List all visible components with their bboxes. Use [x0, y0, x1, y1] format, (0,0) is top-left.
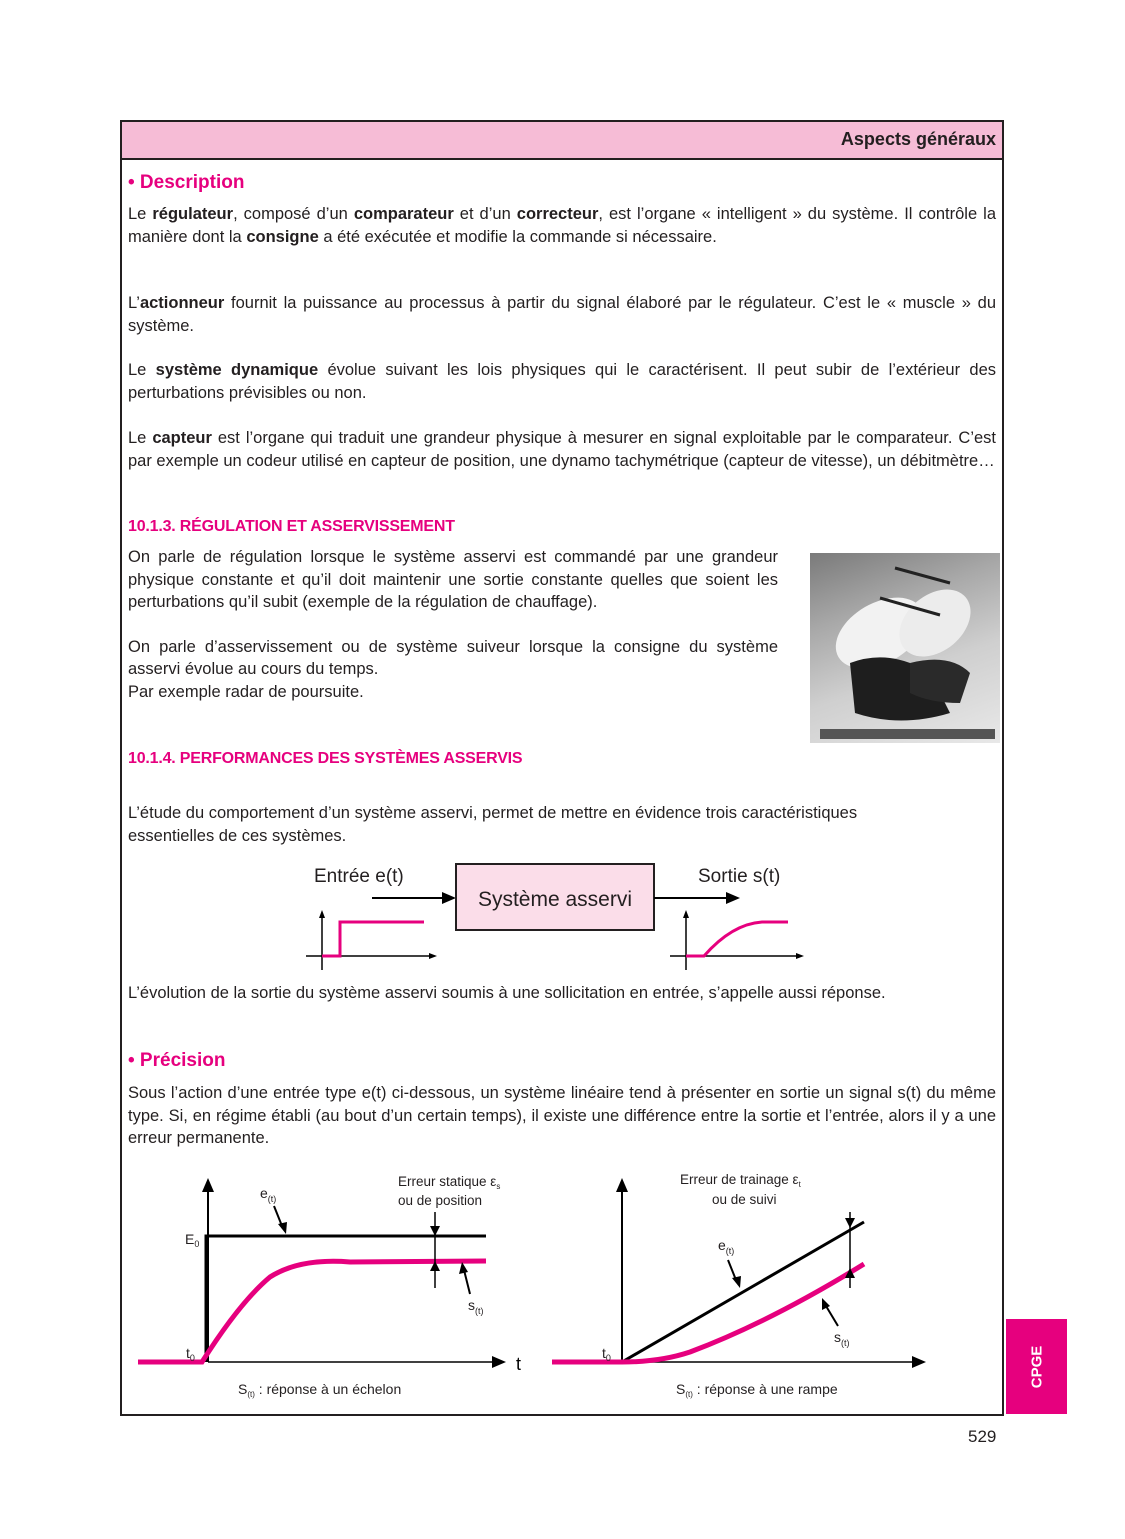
step-s-pointer-head — [459, 1262, 468, 1274]
text-run: L’ — [128, 294, 140, 312]
radar-illustration — [810, 553, 1000, 743]
text-run: Le — [128, 205, 153, 223]
ramp-x-arrow — [912, 1356, 926, 1368]
key-term: système dynamique — [155, 361, 319, 379]
regulation-p3: Par exemple radar de poursuite. — [128, 682, 364, 701]
text-run: fournit la puissance au processus à partir du signal élaboré par le régulateur. C’est le « muscle » du système. — [128, 294, 996, 335]
tracking-error-label: Erreur de trainage $\varepsilon_t$ — [680, 1172, 801, 1189]
step-E0-label: $E_0$ — [185, 1231, 200, 1249]
side-tab — [1006, 1319, 1067, 1414]
description-para-1 — [128, 203, 996, 248]
step-caption: $S_{(t)}$ : réponse à un échelon — [238, 1381, 402, 1399]
text-run: , composé d’un — [233, 205, 354, 223]
ramp-s-pointer-head — [822, 1298, 830, 1310]
ramp-y-arrow — [616, 1178, 628, 1192]
step-s-pointer — [464, 1270, 470, 1294]
performances-after — [128, 982, 996, 1005]
rich-para — [128, 427, 996, 472]
key-term: actionneur — [139, 294, 225, 312]
text-run: Le — [128, 429, 153, 447]
output-arrow-head — [726, 892, 740, 904]
performances-after-text: L’évolution de la sortie du système asservi soumis à une sollicitation en entrée, s’appelle aussi réponse. — [128, 984, 886, 1002]
input-arrow-head — [442, 892, 456, 904]
performances-intro-text: L’étude du comportement d’un système asservi, permet de mettre en évidence trois caractéristiques essentielles de ces systèmes. — [128, 804, 858, 845]
step-e-label: $e_{(t)}$ — [260, 1185, 277, 1204]
performances-heading — [128, 750, 522, 768]
output-response-signal — [686, 922, 788, 956]
regulation-p1: On parle de régulation lorsque le système asservi est commandé par une grandeur physique constante et qu’il doit maintenir une sortie constante quelles que soient les perturbations qu’il subit (exemple de la régulation de chauffage). — [128, 548, 778, 611]
text-run: et d’un — [453, 205, 517, 223]
step-e-pointer-head — [278, 1222, 287, 1234]
ramp-t0-label: $t_0$ — [602, 1345, 611, 1363]
rich-para — [128, 203, 996, 248]
text-run: , est l’organe « intelligent » du système. Il contrôle la manière dont la — [128, 205, 997, 246]
description-para-3 — [128, 359, 996, 404]
text-run: évolue suivant les lois physiques qui le caractérisent. Il peut subir de l’extérieur des perturbations prévisibles ou non. — [128, 361, 997, 402]
rich-para — [128, 359, 996, 404]
ramp-s-pointer — [826, 1306, 838, 1326]
ramp-caption: $S_{(t)}$ : réponse à une rampe — [676, 1381, 838, 1399]
key-term: consigne — [246, 227, 319, 246]
ramp-s-label: $s_{(t)}$ — [834, 1329, 850, 1348]
block-diagram — [292, 850, 812, 980]
ramp-input-signal — [622, 1222, 864, 1362]
performances-intro — [128, 802, 888, 847]
text-run: a été exécutée et modifie la commande si nécessaire. — [318, 227, 717, 246]
input-graph-y-arrow — [319, 910, 325, 918]
precision-heading — [128, 1050, 225, 1072]
text-run: Le — [128, 361, 156, 379]
step-s-label: $s_{(t)}$ — [468, 1297, 484, 1316]
step-output-signal — [138, 1261, 486, 1362]
description-heading — [128, 172, 244, 194]
step-e-pointer — [274, 1206, 282, 1226]
step-t0-label: $t_0$ — [186, 1345, 195, 1363]
regulation-p2: On parle d’asservissement ou de système suiveur lorsque la consigne du système asservi évolue au cours du temps. — [128, 637, 778, 678]
description-para-2 — [128, 292, 996, 337]
text-run: est l’organe qui traduit une grandeur physique à mesurer en signal exploitable par le comparateur. C’est par exemple un codeur utilisé en capteur de position, une dynamo tachymétrique (capteur de vitesse), un débitmètre… — [128, 429, 997, 470]
page-number: 529 — [968, 1427, 997, 1446]
key-term: comparateur — [353, 205, 454, 223]
ramp-response-graph — [550, 1162, 950, 1412]
description-title: • Description — [128, 172, 245, 193]
precision-title: • Précision — [128, 1050, 226, 1071]
input-step-signal — [322, 922, 424, 956]
regulation-title: 10.1.3. RÉGULATION ET ASSERVISSEMENT — [128, 518, 455, 535]
output-label: Sortie s(t) — [698, 866, 781, 887]
precision-text — [128, 1082, 996, 1150]
rich-para — [128, 292, 996, 337]
key-term: régulateur — [152, 205, 234, 223]
step-response-graph — [130, 1162, 540, 1412]
performances-title: 10.1.4. PERFORMANCES DES SYSTÈMES ASSERVIS — [128, 750, 523, 767]
page-frame — [120, 120, 1004, 1416]
static-error-label: Erreur statique $\varepsilon_s$ — [398, 1174, 501, 1191]
step-t-label: t — [516, 1354, 522, 1374]
output-graph-y-arrow — [683, 910, 689, 918]
ramp-e-pointer-head — [732, 1276, 741, 1288]
output-graph-x-arrow — [796, 953, 804, 959]
header-bar — [122, 122, 1002, 160]
radar-photo — [810, 553, 1000, 743]
input-graph-x-arrow — [429, 953, 437, 959]
ramp-e-label: $e_{(t)}$ — [718, 1237, 735, 1256]
tracking-error-label-2: ou de suivi — [712, 1192, 777, 1207]
regulation-heading — [128, 518, 455, 536]
side-tab-label: CPGE — [1028, 1345, 1045, 1388]
static-error-label-2: ou de position — [398, 1193, 483, 1208]
input-label: Entrée e(t) — [314, 866, 404, 887]
system-block-label: Système asservi — [477, 888, 633, 911]
regulation-text — [128, 546, 778, 703]
step-y-arrow — [202, 1178, 214, 1192]
header-title: Aspects généraux — [840, 129, 996, 149]
key-term: correcteur — [516, 205, 599, 223]
precision-paragraph: Sous l’action d’une entrée type e(t) ci-dessous, un système linéaire tend à présenter en sortie un signal s(t) du même type. Si, en régime établi (au bout d’un certain temps), il existe une différence entre la sortie et l’entrée, alors il y a une erreur permanente. — [128, 1084, 996, 1147]
description-para-4 — [128, 427, 996, 472]
ramp-e-pointer — [728, 1260, 736, 1280]
key-term: capteur — [152, 429, 212, 447]
step-x-arrow — [492, 1356, 506, 1368]
